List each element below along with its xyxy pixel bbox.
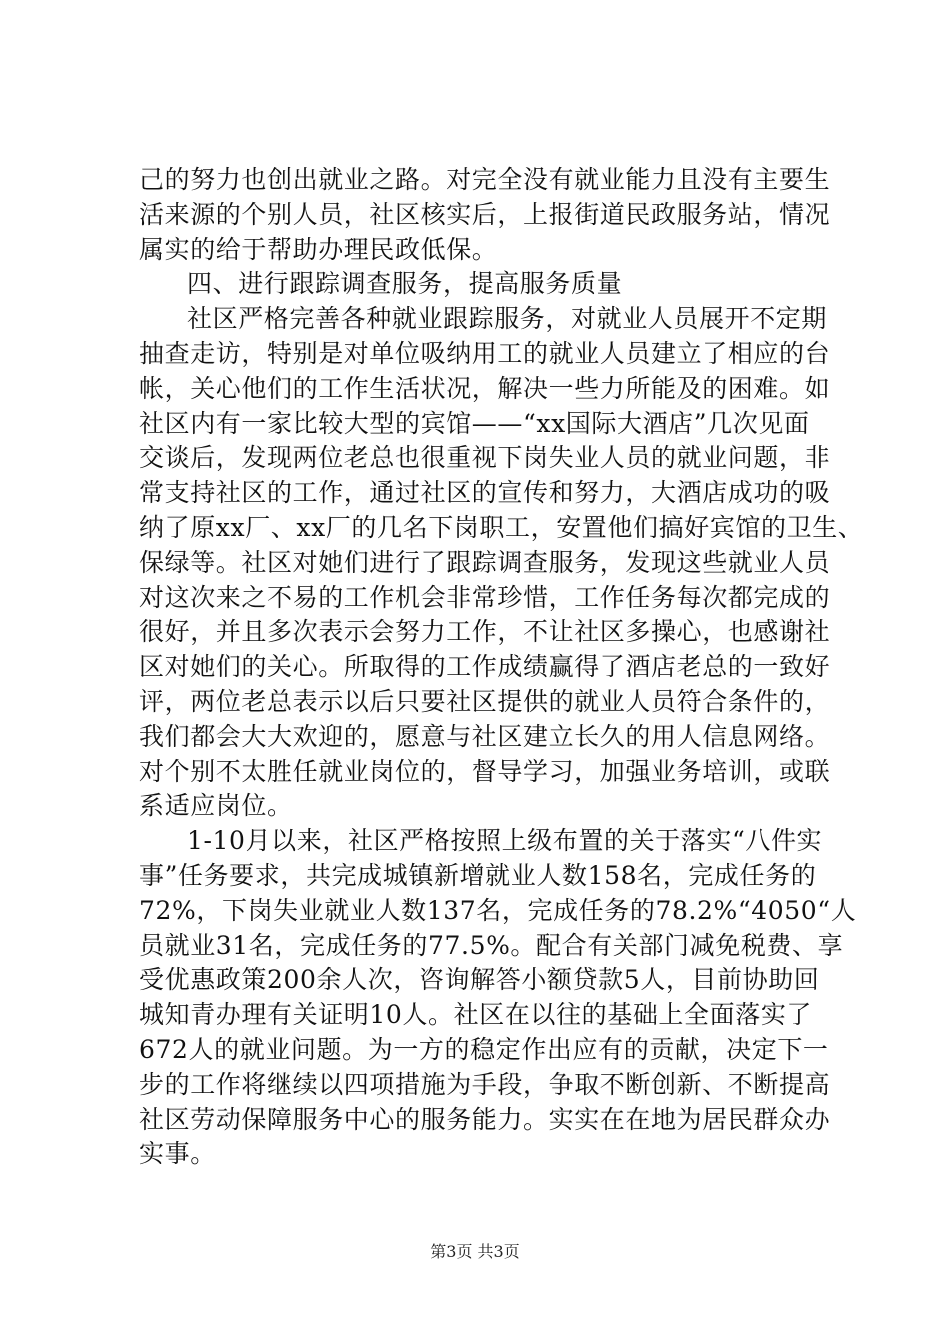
text-line: 员就业31名，完成任务的77.5%。配合有关部门减免税费、享 — [139, 930, 844, 960]
text-line: 对这次来之不易的工作机会非常珍惜，工作任务每次都完成的 — [139, 582, 831, 612]
text-line: 很好，并且多次表示会努力工作，不让社区多操心，也感谢社 — [139, 617, 831, 647]
page-number-label: 第3页 共3页 — [430, 1242, 520, 1261]
section-heading: 四、进行跟踪调查服务，提高服务质量 — [187, 269, 623, 299]
text-line: 帐，关心他们的工作生活状况，解决一些力所能及的困难。如 — [139, 373, 831, 403]
text-line: 社区内有一家比较大型的宾馆——“xx国际大酒店”几次见面 — [139, 408, 810, 438]
text-line: 事”任务要求，共完成城镇新增就业人数158名，完成任务的 — [139, 860, 817, 890]
text-line: 常支持社区的工作，通过社区的宣传和努力，大酒店成功的吸 — [139, 478, 831, 508]
text-line: 纳了原xx厂、xx厂的几名下岗职工，安置他们搞好宾馆的卫生、 — [139, 512, 864, 542]
text-line: 活来源的个别人员，社区核实后，上报街道民政服务站，情况 — [139, 199, 831, 229]
text-line: 区对她们的关心。所取得的工作成绩赢得了酒店老总的一致好 — [139, 652, 831, 682]
text-line: 实事。 — [139, 1139, 216, 1169]
text-line: 社区劳动保障服务中心的服务能力。实实在在地为居民群众办 — [139, 1104, 831, 1134]
text-line: 对个别不太胜任就业岗位的，督导学习，加强业务培训，或联 — [139, 756, 831, 786]
text-line: 1-10月以来，社区严格按照上级布置的关于落实“八件实 — [187, 826, 823, 856]
text-line: 社区严格完善各种就业跟踪服务，对就业人员展开不定期 — [187, 304, 828, 334]
text-line: 交谈后，发现两位老总也很重视下岗失业人员的就业问题，非 — [139, 443, 831, 473]
document-body — [139, 163, 864, 1172]
text-line: 系适应岗位。 — [139, 791, 293, 821]
text-line: 己的努力也创出就业之路。对完全没有就业能力且没有主要生 — [139, 165, 831, 194]
text-line: 抽查走访，特别是对单位吸纳用工的就业人员建立了相应的台 — [139, 338, 831, 368]
text-line: 步的工作将继续以四项措施为手段，争取不断创新、不断提高 — [139, 1069, 831, 1099]
text-line: 保绿等。社区对她们进行了跟踪调查服务，发现这些就业人员 — [139, 547, 831, 577]
text-line: 672人的就业问题。为一方的稳定作出应有的贡献，决定下一 — [139, 1034, 829, 1064]
text-line: 城知青办理有关证明10人。社区在以往的基础上全面落实了 — [139, 1000, 813, 1030]
text-line: 72%，下岗失业就业人数137名，完成任务的78.2%“4050“人 — [139, 895, 857, 925]
page-footer — [0, 1242, 950, 1262]
text-line: 属实的给于帮助办理民政低保。 — [139, 234, 498, 264]
text-line: 我们都会大大欢迎的，愿意与社区建立长久的用人信息网络。 — [139, 721, 831, 751]
text-line: 受优惠政策200余人次，咨询解答小额贷款5人，目前协助回 — [139, 965, 820, 995]
text-line: 评，两位老总表示以后只要社区提供的就业人员符合条件的， — [139, 686, 831, 716]
